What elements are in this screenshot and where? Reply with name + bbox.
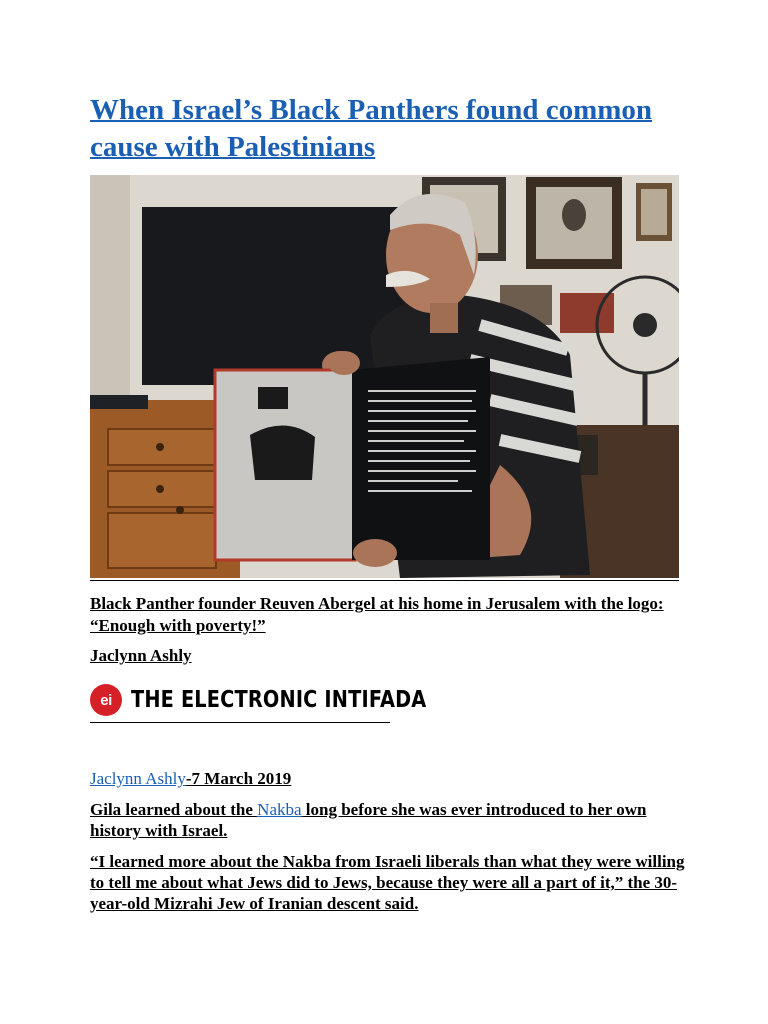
paragraph-1 — [90, 799, 690, 841]
photo-caption: Black Panther founder Reuven Abergel at his home in Jerusalem with the logo: “Enough with poverty!” — [90, 594, 664, 635]
paragraph-1-text-end: long before she was ever introduced to her own history with Israel. — [90, 800, 647, 840]
nakba-link[interactable]: Nakba — [257, 800, 302, 819]
article-title — [90, 92, 690, 166]
author-date-line — [90, 768, 291, 790]
article-photo — [90, 175, 679, 578]
paragraph-1-text-start: Gila learned about the — [90, 800, 258, 819]
author-link[interactable]: Jaclynn Ashly — [90, 769, 186, 788]
logo-divider — [90, 722, 390, 723]
photo-divider — [90, 580, 679, 581]
article-title-link[interactable]: When Israel’s Black Panthers found common cause with Palestinians — [90, 94, 653, 163]
photo-credit: Jaclynn Ashly — [90, 646, 192, 665]
publish-date: -7 March 2019 — [185, 769, 292, 788]
electronic-intifada-logo — [90, 682, 483, 718]
paragraph-2: “I learned more about the Nakba from Israeli liberals than what they were willing to tell me about what Jews did to Jews, because they were all a part of it,” the 30-year-old Mizrahi Jew of Iranian descent said. — [90, 852, 685, 913]
logo-wordmark: THE ELECTRONIC INTIFADA — [131, 687, 427, 713]
article-photo-image — [90, 175, 679, 578]
ei-logo-icon: ei — [90, 684, 122, 716]
